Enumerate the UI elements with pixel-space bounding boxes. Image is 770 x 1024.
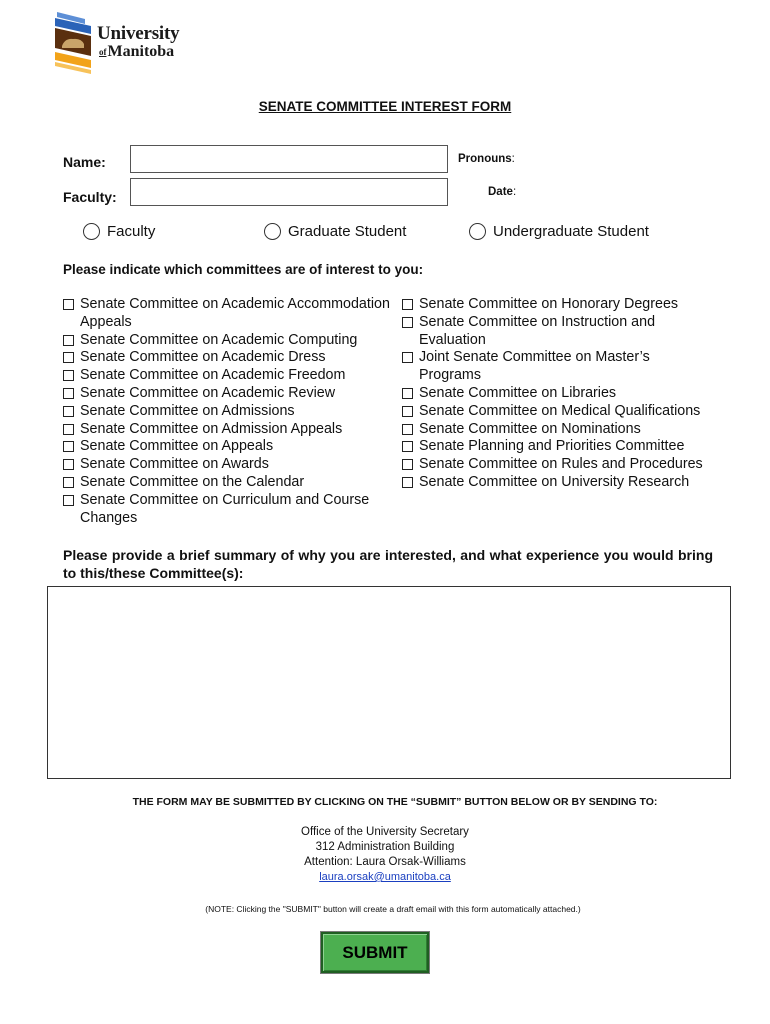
address-building: 312 Administration Building	[315, 841, 455, 853]
committee-item[interactable]	[63, 367, 393, 385]
committee-label: Senate Planning and Priorities Committee	[419, 438, 685, 455]
name-input[interactable]	[130, 145, 448, 173]
committee-item[interactable]	[402, 456, 732, 474]
committee-checkbox[interactable]	[63, 424, 74, 435]
committee-label: Senate Committee on Academic Dress	[80, 349, 326, 366]
committee-checkbox[interactable]	[402, 317, 413, 328]
committee-checkbox[interactable]	[63, 459, 74, 470]
committee-item[interactable]	[402, 474, 732, 492]
submit-button[interactable]: SUBMIT	[321, 932, 429, 973]
radio-undergraduate-student[interactable]	[469, 223, 649, 240]
committee-item[interactable]	[402, 421, 732, 439]
submit-instructions: THE FORM MAY BE SUBMITTED BY CLICKING ON THE “SUBMIT” BUTTON BELOW OR BY SENDING TO:	[132, 796, 658, 808]
date-colon: :	[512, 186, 517, 198]
address-office: Office of the University Secretary	[301, 826, 469, 838]
summary-heading: Please provide a brief summary of why you are interested, and what experience you would bring to this/these Committee(s):	[63, 547, 713, 581]
committee-checkbox[interactable]	[63, 406, 74, 417]
committee-checkbox[interactable]	[63, 441, 74, 452]
committee-label: Senate Committee on Academic Accommodation Appeals	[80, 296, 390, 330]
committee-label: Senate Committee on Academic Freedom	[80, 367, 346, 384]
committee-checkbox[interactable]	[63, 370, 74, 381]
committee-checkbox[interactable]	[63, 495, 74, 506]
committee-item[interactable]	[402, 296, 732, 314]
committee-checkbox[interactable]	[402, 299, 413, 310]
committee-label: Senate Committee on Curriculum and Course Changes	[80, 491, 370, 526]
committee-item[interactable]	[63, 438, 393, 456]
committee-checkbox[interactable]	[63, 299, 74, 310]
summary-textarea[interactable]	[47, 586, 731, 779]
committee-label: Senate Committee on the Calendar	[80, 473, 305, 490]
committee-label: Senate Committee on Academic Computing	[80, 331, 358, 348]
committee-checkbox[interactable]	[402, 441, 413, 452]
committee-item[interactable]	[402, 403, 732, 421]
committee-item[interactable]	[63, 474, 393, 492]
committee-item[interactable]	[63, 296, 393, 332]
committee-label: Senate Committee on Libraries	[419, 384, 617, 401]
committee-label: Senate Committee on Awards	[80, 456, 269, 473]
faculty-label: Faculty:	[63, 189, 117, 205]
committee-list-left	[63, 296, 393, 527]
radio-faculty-label: Faculty	[107, 223, 156, 240]
pronouns-label	[458, 153, 515, 165]
committee-item[interactable]	[63, 349, 393, 367]
committee-checkbox[interactable]	[402, 406, 413, 417]
committee-checkbox[interactable]	[402, 352, 413, 363]
committee-item[interactable]	[402, 438, 732, 456]
committee-label: Senate Committee on Appeals	[80, 438, 274, 455]
committee-label: Senate Committee on Honorary Degrees	[419, 296, 679, 312]
email-link[interactable]: laura.orsak@umanitoba.ca	[319, 871, 451, 883]
committee-checkbox[interactable]	[63, 477, 74, 488]
committee-label: Senate Committee on Nominations	[419, 420, 641, 437]
radio-graduate-circle[interactable]	[264, 223, 281, 240]
form-title: SENATE COMMITTEE INTEREST FORM	[258, 99, 512, 114]
committee-label: Senate Committee on University Research	[419, 473, 690, 490]
mailing-address	[0, 825, 770, 885]
logo-manitoba-word: Manitoba	[107, 43, 175, 60]
committee-item[interactable]	[63, 492, 393, 528]
committee-item[interactable]	[402, 349, 704, 385]
radio-faculty-circle[interactable]	[83, 223, 100, 240]
committee-list-right	[402, 296, 732, 492]
faculty-input[interactable]	[130, 178, 448, 206]
radio-graduate-student[interactable]	[264, 223, 406, 240]
committee-label: Senate Committee on Rules and Procedures	[419, 456, 703, 473]
committee-checkbox[interactable]	[63, 388, 74, 399]
committee-label: Senate Committee on Academic Review	[80, 384, 336, 401]
university-crest-logo	[55, 12, 91, 74]
committee-checkbox[interactable]	[63, 335, 74, 346]
committee-label: Senate Committee on Admissions	[80, 402, 295, 419]
name-label: Name:	[63, 154, 106, 170]
committee-label: Joint Senate Committee on Master’s Programs	[419, 349, 650, 384]
committee-checkbox[interactable]	[402, 424, 413, 435]
radio-graduate-label: Graduate Student	[288, 223, 407, 240]
committee-label: Senate Committee on Instruction and Evaluation	[419, 313, 656, 348]
submit-note: (NOTE: Clicking the "SUBMIT" button will create a draft email with this form automatically attached.)	[205, 904, 581, 914]
committee-item[interactable]	[63, 332, 393, 350]
committee-item[interactable]	[63, 403, 393, 421]
committee-label: Senate Committee on Medical Qualifications	[419, 402, 701, 419]
committee-item[interactable]	[402, 385, 732, 403]
pronouns-label-text: Pronouns	[458, 153, 512, 165]
radio-faculty[interactable]	[83, 223, 155, 240]
committee-item[interactable]	[63, 421, 393, 439]
committee-checkbox[interactable]	[402, 388, 413, 399]
committee-checkbox[interactable]	[402, 459, 413, 470]
committee-item[interactable]	[63, 456, 393, 474]
committee-checkbox[interactable]	[402, 477, 413, 488]
date-label-text: Date	[488, 186, 513, 198]
logo-manitoba-text	[99, 43, 174, 61]
pronouns-colon: :	[511, 153, 515, 165]
logo-of-text: of	[99, 47, 107, 57]
committee-item[interactable]	[402, 314, 704, 350]
committees-heading: Please indicate which committees are of interest to you:	[63, 262, 424, 277]
committee-item[interactable]	[63, 385, 393, 403]
logo-university-text: University	[97, 23, 180, 44]
committee-checkbox[interactable]	[63, 352, 74, 363]
address-attention: Attention: Laura Orsak-Williams	[304, 856, 466, 868]
radio-undergraduate-label: Undergraduate Student	[493, 223, 649, 240]
committee-label: Senate Committee on Admission Appeals	[80, 420, 343, 437]
date-label	[488, 186, 516, 198]
radio-undergraduate-circle[interactable]	[469, 223, 486, 240]
